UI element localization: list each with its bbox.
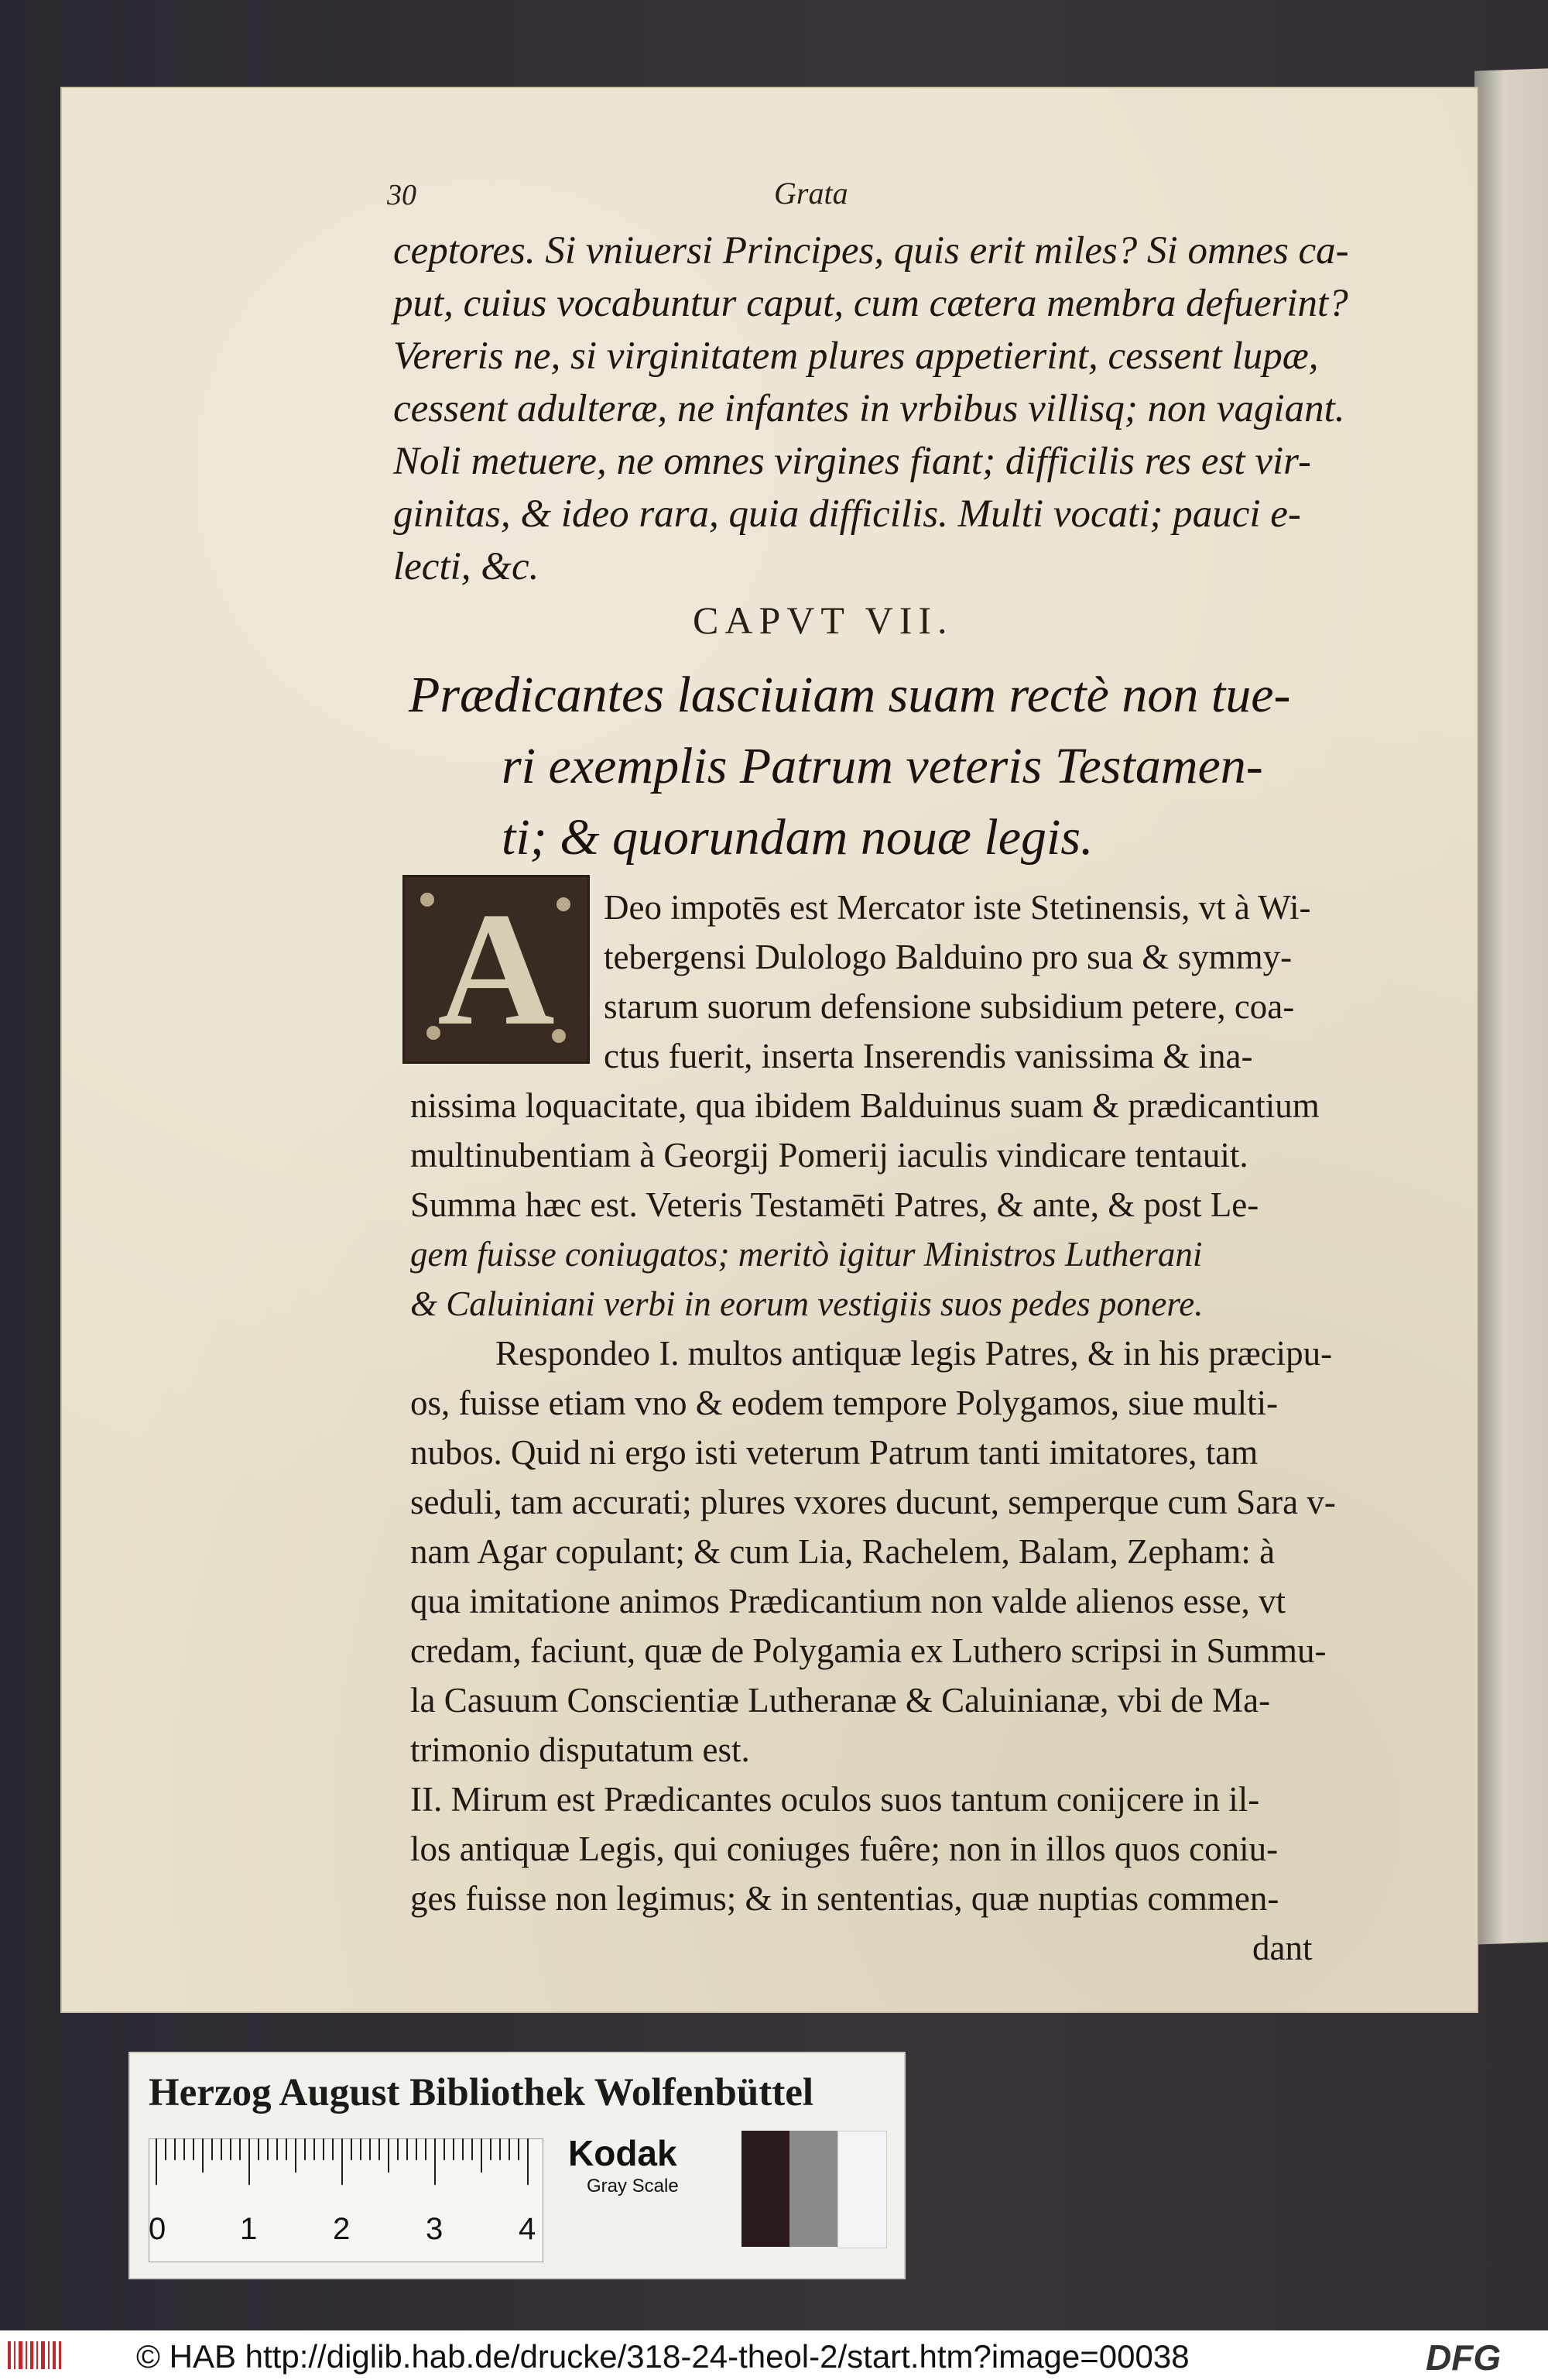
dfg-logo: DFG [1426, 2337, 1502, 2378]
library-name: Herzog August Bibliothek Wolfenbüttel [149, 2071, 814, 2114]
ruler-label: 0 [149, 2212, 166, 2246]
text-line: lecti, &c. [393, 545, 539, 588]
ruler-label: 1 [240, 2212, 258, 2246]
text-line: la Casuum Conscientiæ Lutheranæ & Caluinianæ, vbi de Ma- [410, 1681, 1271, 1720]
text-line: tebergensi Dulologo Balduino pro sua & symmy- [604, 938, 1293, 976]
footer-bar [0, 2330, 1548, 2380]
facing-page-edge [1474, 68, 1548, 1944]
text-line: ges fuisse non legimus; & in sententias, quæ nuptias commen- [410, 1879, 1279, 1918]
text-line: Vereris ne, si virginitatem plures appetierint, cessent lupæ, [393, 334, 1319, 378]
kodak-logo: Kodak [568, 2133, 677, 2173]
heading-line: ti; & quorundam nouæ legis. [502, 809, 1094, 866]
text-line: trimonio disputatum est. [410, 1730, 750, 1769]
gray-swatch-dark [741, 2131, 789, 2247]
chapter-title: CAPVT VII. [693, 598, 954, 642]
decorated-initial [402, 875, 590, 1064]
text-line: starum suorum defensione subsidium petere, coa- [604, 987, 1295, 1026]
text-line: multinubentiam à Georgij Pomerij iaculis vindicare tentauit. [410, 1136, 1248, 1175]
ruler-label: 2 [333, 2212, 351, 2246]
page-number: 30 [387, 179, 416, 211]
gray-swatch-light [837, 2131, 887, 2248]
text-line: Summa hæc est. Veteris Testamēti Patres, & ante, & post Le- [410, 1185, 1259, 1224]
text-line: ceptores. Si vniuersi Principes, quis erit miles? Si omnes ca- [393, 229, 1349, 273]
text-line: II. Mirum est Prædicantes oculos suos tantum conijcere in il- [410, 1780, 1260, 1819]
text-line: nissima loquacitate, qua ibidem Balduinus suam & prædicantium [410, 1086, 1320, 1125]
text-line: los antiquæ Legis, qui coniuges fuêre; non in illos quos coniu- [410, 1830, 1279, 1868]
ruler-label: 3 [426, 2212, 444, 2246]
text-line: ginitas, & ideo rara, quia difficilis. Multi vocati; pauci e- [393, 492, 1301, 536]
text-line: seduli, tam accurati; plures vxores ducunt, semperque cum Sara v- [410, 1483, 1336, 1521]
text-line: Respondeo I. multos antiquæ legis Patres, & in his præcipu- [495, 1334, 1333, 1373]
text-line: Deo impotēs est Mercator iste Stetinensis, vt à Wi- [604, 888, 1311, 927]
text-line: nubos. Quid ni ergo isti veterum Patrum tanti imitatores, tam [410, 1433, 1259, 1472]
catchword: dant [1252, 1929, 1313, 1967]
initial-letter: A [437, 880, 555, 1059]
text-line: credam, faciunt, quæ de Polygamia ex Luthero scripsi in Summu- [410, 1631, 1327, 1670]
text-line: put, cuius vocabuntur caput, cum cætera membra defuerint? [393, 282, 1348, 325]
running-head: Grata [774, 176, 848, 211]
text-line: nam Agar copulant; & cum Lia, Rachelem, Balam, Zepham: à [410, 1532, 1276, 1571]
text-line: qua imitatione animos Prædicantium non valde alienos esse, vt [410, 1582, 1286, 1620]
text-line: os, fuisse etiam vno & eodem tempore Polygamos, siue multi- [410, 1384, 1279, 1422]
text-line: & Caluiniani verbi in eorum vestigiis suos pedes ponere. [410, 1284, 1204, 1323]
gray-swatch-mid [789, 2131, 837, 2247]
text-line: ctus fuerit, inserta Inserendis vanissima & ina- [604, 1037, 1253, 1075]
heading-line: ri exemplis Patrum veteris Testamen- [502, 738, 1263, 794]
ruler-label: 4 [519, 2212, 536, 2246]
text-line: Noli metuere, ne omnes virgines fiant; difficilis res est vir- [393, 440, 1311, 483]
ruler [149, 2138, 543, 2262]
text-line: cessent adulteræ, ne infantes in vrbibus villisq; non vagiant. [393, 387, 1345, 430]
heading-line: Prædicantes lasciuiam suam rectè non tue- [409, 667, 1291, 723]
source-url[interactable]: © HAB http://diglib.hab.de/drucke/318-24-theol-2/start.htm?image=00038 [136, 2338, 1190, 2375]
text-line: gem fuisse coniugatos; meritò igitur Ministros Lutherani [410, 1235, 1203, 1274]
gray-scale-label: Gray Scale [587, 2176, 679, 2197]
library-label-card [128, 2052, 906, 2279]
barcode-icon [6, 2338, 67, 2372]
